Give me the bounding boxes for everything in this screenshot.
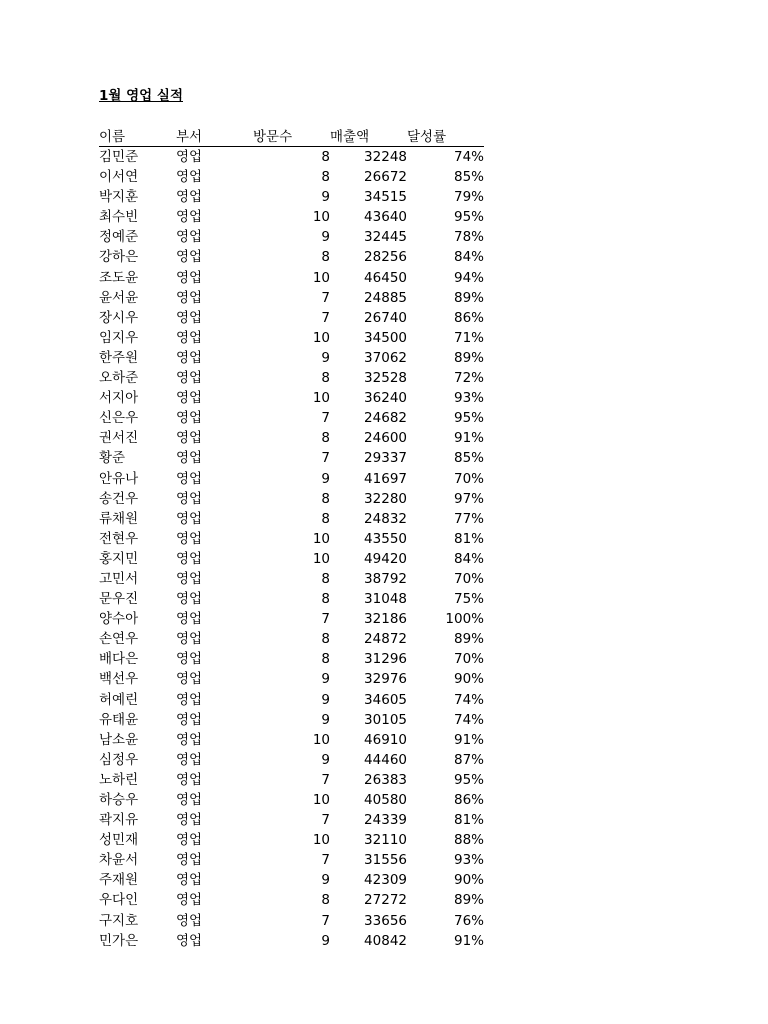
cell-achievement: 70% [453,570,484,587]
cell-department: 영업 [176,410,203,427]
cell-department: 영업 [176,771,203,788]
cell-visits: 8 [321,892,330,909]
cell-sales: 24600 [364,430,407,447]
table-row [99,690,484,710]
cell-department: 영업 [176,832,203,849]
cell-achievement: 86% [453,792,484,808]
cell-achievement: 70% [453,651,484,668]
table-row [99,448,484,468]
cell-sales: 32186 [364,611,407,628]
cell-sales: 42309 [364,872,407,889]
cell-visits: 9 [321,932,330,949]
cell-visits: 10 [312,792,330,808]
cell-visits: 9 [321,349,330,366]
cell-department: 영업 [176,169,203,186]
table-row [99,207,484,227]
cell-sales: 26740 [364,309,407,326]
cell-name: 류채원 [99,510,139,527]
table-row [99,167,484,187]
cell-department: 영업 [176,631,203,648]
cell-name: 윤서윤 [99,289,139,306]
cell-visits: 8 [321,149,330,165]
cell-department: 영업 [176,289,203,306]
cell-department: 영업 [176,149,203,165]
table-row [99,890,484,910]
table-row [99,730,484,750]
cell-department: 영업 [176,390,203,407]
table-row [99,870,484,890]
table-row [99,489,484,509]
cell-name: 안유나 [99,470,139,487]
cell-name: 양수아 [99,611,139,628]
cell-achievement: 93% [453,390,484,407]
cell-name: 남소윤 [99,731,139,748]
cell-sales: 26383 [364,771,407,788]
cell-achievement: 88% [453,832,484,849]
cell-achievement: 84% [453,249,484,266]
cell-visits: 10 [312,731,330,748]
cell-department: 영업 [176,591,203,608]
cell-achievement: 89% [453,892,484,909]
column-header-visits: 방문수 [253,128,330,147]
cell-achievement: 95% [453,410,484,427]
cell-name: 차윤서 [99,852,139,869]
table-row [99,549,484,569]
cell-sales: 24885 [364,289,407,306]
table-row [99,187,484,207]
cell-achievement: 71% [453,329,484,346]
cell-sales: 49420 [364,550,407,567]
table-row [99,348,484,368]
cell-achievement: 76% [453,912,484,929]
cell-achievement: 72% [453,370,484,387]
cell-name: 최수빈 [99,209,139,226]
cell-name: 허예린 [99,691,139,708]
table-row [99,710,484,730]
cell-achievement: 86% [453,309,484,326]
cell-visits: 10 [312,329,330,346]
cell-department: 영업 [176,490,203,507]
table-row [99,830,484,850]
table-row [99,750,484,770]
table-row [99,609,484,629]
table-row [99,810,484,830]
cell-visits: 7 [321,410,330,427]
cell-department: 영업 [176,349,203,366]
cell-sales: 27272 [364,892,407,909]
cell-achievement: 95% [453,771,484,788]
cell-achievement: 81% [453,812,484,829]
cell-visits: 7 [321,450,330,467]
cell-visits: 8 [321,570,330,587]
column-header-achievement: 달성률 [407,128,484,147]
cell-achievement: 81% [453,530,484,547]
cell-visits: 9 [321,872,330,889]
table-row [99,147,484,168]
cell-visits: 8 [321,490,330,507]
cell-sales: 44460 [364,751,407,768]
cell-department: 영업 [176,269,203,286]
cell-sales: 41697 [364,470,407,487]
cell-sales: 37062 [364,349,407,366]
cell-achievement: 85% [453,169,484,186]
table-row [99,247,484,267]
cell-sales: 24872 [364,631,407,648]
cell-name: 박지훈 [99,189,139,206]
cell-sales: 33656 [364,912,407,929]
cell-name: 노하린 [99,771,139,788]
table-row [99,428,484,448]
header-row [99,128,484,147]
cell-achievement: 87% [453,751,484,768]
table-row [99,850,484,870]
cell-name: 강하은 [99,249,139,266]
table-row [99,368,484,388]
cell-name: 정예준 [99,229,139,246]
cell-sales: 34605 [364,691,407,708]
cell-sales: 32110 [364,832,407,849]
table-body [99,147,484,951]
cell-name: 곽지유 [99,812,139,829]
table-row [99,931,484,951]
cell-visits: 7 [321,852,330,869]
cell-sales: 34515 [364,189,407,206]
cell-name: 손연우 [99,631,139,648]
table-row [99,790,484,810]
cell-department: 영업 [176,189,203,206]
cell-sales: 32445 [364,229,407,246]
cell-achievement: 94% [453,269,484,286]
cell-visits: 7 [321,912,330,929]
cell-achievement: 78% [453,229,484,246]
cell-achievement: 90% [453,671,484,688]
cell-name: 백선우 [99,671,139,688]
cell-visits: 10 [312,550,330,567]
cell-name: 송건우 [99,490,139,507]
cell-sales: 32528 [364,370,407,387]
cell-sales: 31556 [364,852,407,869]
cell-sales: 31296 [364,651,407,668]
cell-sales: 24832 [364,510,407,527]
cell-department: 영업 [176,651,203,668]
cell-achievement: 93% [453,852,484,869]
cell-department: 영업 [176,932,203,949]
cell-department: 영업 [176,370,203,387]
table-row [99,589,484,609]
cell-visits: 10 [312,209,330,226]
cell-sales: 46450 [364,269,407,286]
cell-name: 성민재 [99,832,139,849]
cell-department: 영업 [176,872,203,889]
table-row [99,669,484,689]
cell-sales: 30105 [364,711,407,728]
cell-achievement: 91% [453,932,484,949]
cell-achievement: 91% [453,731,484,748]
column-header-sales: 매출액 [330,128,407,147]
cell-name: 장시우 [99,309,139,326]
cell-name: 심정우 [99,751,139,768]
cell-department: 영업 [176,309,203,326]
cell-sales: 38792 [364,570,407,587]
cell-name: 황준 [99,450,126,467]
table-row [99,268,484,288]
cell-name: 하승우 [99,792,139,808]
table-row [99,227,484,247]
cell-department: 영업 [176,671,203,688]
cell-achievement: 79% [453,189,484,206]
cell-department: 영업 [176,731,203,748]
cell-visits: 9 [321,229,330,246]
cell-department: 영업 [176,249,203,266]
cell-sales: 40580 [364,792,407,808]
cell-visits: 9 [321,189,330,206]
table-row [99,911,484,931]
cell-department: 영업 [176,209,203,226]
table-row [99,569,484,589]
cell-visits: 9 [321,691,330,708]
cell-visits: 7 [321,812,330,829]
table-row [99,469,484,489]
cell-achievement: 95% [453,209,484,226]
cell-sales: 32976 [364,671,407,688]
cell-visits: 8 [321,651,330,668]
cell-sales: 31048 [364,591,407,608]
table-row [99,529,484,549]
cell-sales: 28256 [364,249,407,266]
table-row [99,629,484,649]
cell-achievement: 70% [453,470,484,487]
cell-name: 한주원 [99,349,139,366]
table-row [99,649,484,669]
table-row [99,288,484,308]
cell-name: 김민준 [99,149,139,165]
table-row [99,328,484,348]
cell-visits: 10 [312,269,330,286]
cell-visits: 7 [321,771,330,788]
cell-name: 권서진 [99,430,139,447]
column-header-name: 이름 [99,128,176,147]
cell-sales: 43640 [364,209,407,226]
cell-name: 이서연 [99,169,139,186]
cell-visits: 7 [321,611,330,628]
cell-name: 배다은 [99,651,139,668]
cell-visits: 8 [321,430,330,447]
cell-name: 주재원 [99,872,139,889]
cell-department: 영업 [176,711,203,728]
cell-sales: 34500 [364,329,407,346]
cell-department: 영업 [176,470,203,487]
cell-department: 영업 [176,329,203,346]
cell-department: 영업 [176,550,203,567]
column-header-department: 부서 [176,128,253,147]
cell-department: 영업 [176,892,203,909]
cell-name: 민가은 [99,932,139,949]
cell-visits: 9 [321,711,330,728]
cell-name: 구지호 [99,912,139,929]
cell-sales: 36240 [364,390,407,407]
cell-visits: 7 [321,309,330,326]
cell-name: 문우진 [99,591,139,608]
cell-sales: 24339 [364,812,407,829]
table-row [99,408,484,428]
cell-department: 영업 [176,530,203,547]
cell-name: 홍지민 [99,550,139,567]
cell-name: 신은우 [99,410,139,427]
cell-visits: 10 [312,832,330,849]
cell-department: 영업 [176,229,203,246]
cell-visits: 8 [321,631,330,648]
cell-achievement: 89% [453,349,484,366]
cell-name: 서지아 [99,390,139,407]
cell-name: 우다인 [99,892,139,909]
cell-department: 영업 [176,852,203,869]
cell-name: 오하준 [99,370,139,387]
cell-achievement: 74% [453,149,484,165]
cell-name: 유태윤 [99,711,139,728]
sheet-title: 1월 영업 실적 [99,88,183,104]
cell-department: 영업 [176,792,203,808]
cell-achievement: 75% [453,591,484,608]
cell-sales: 43550 [364,530,407,547]
cell-visits: 9 [321,470,330,487]
cell-achievement: 97% [453,490,484,507]
cell-visits: 10 [312,390,330,407]
table-row [99,308,484,328]
table-row [99,388,484,408]
cell-visits: 7 [321,289,330,306]
cell-department: 영업 [176,450,203,467]
cell-achievement: 89% [453,289,484,306]
cell-department: 영업 [176,812,203,829]
cell-achievement: 84% [453,550,484,567]
cell-achievement: 74% [453,691,484,708]
cell-visits: 9 [321,671,330,688]
cell-sales: 32280 [364,490,407,507]
cell-achievement: 85% [453,450,484,467]
cell-sales: 32248 [364,149,407,165]
cell-sales: 46910 [364,731,407,748]
cell-achievement: 89% [453,631,484,648]
cell-visits: 8 [321,591,330,608]
cell-department: 영업 [176,751,203,768]
cell-achievement: 74% [453,711,484,728]
cell-sales: 24682 [364,410,407,427]
cell-name: 전현우 [99,530,139,547]
cell-sales: 29337 [364,450,407,467]
cell-department: 영업 [176,611,203,628]
cell-achievement: 90% [453,872,484,889]
cell-name: 임지우 [99,329,139,346]
cell-achievement: 100% [445,611,484,628]
cell-name: 조도윤 [99,269,139,286]
cell-visits: 8 [321,510,330,527]
cell-sales: 40842 [364,932,407,949]
table-row [99,509,484,529]
sales-table [99,128,484,951]
cell-sales: 26672 [364,169,407,186]
cell-department: 영업 [176,430,203,447]
table-row [99,770,484,790]
cell-visits: 9 [321,751,330,768]
cell-achievement: 91% [453,430,484,447]
cell-visits: 8 [321,169,330,186]
cell-department: 영업 [176,912,203,929]
cell-visits: 10 [312,530,330,547]
cell-department: 영업 [176,510,203,527]
cell-visits: 8 [321,249,330,266]
cell-achievement: 77% [453,510,484,527]
cell-visits: 8 [321,370,330,387]
cell-department: 영업 [176,691,203,708]
cell-name: 고민서 [99,570,139,587]
cell-department: 영업 [176,570,203,587]
